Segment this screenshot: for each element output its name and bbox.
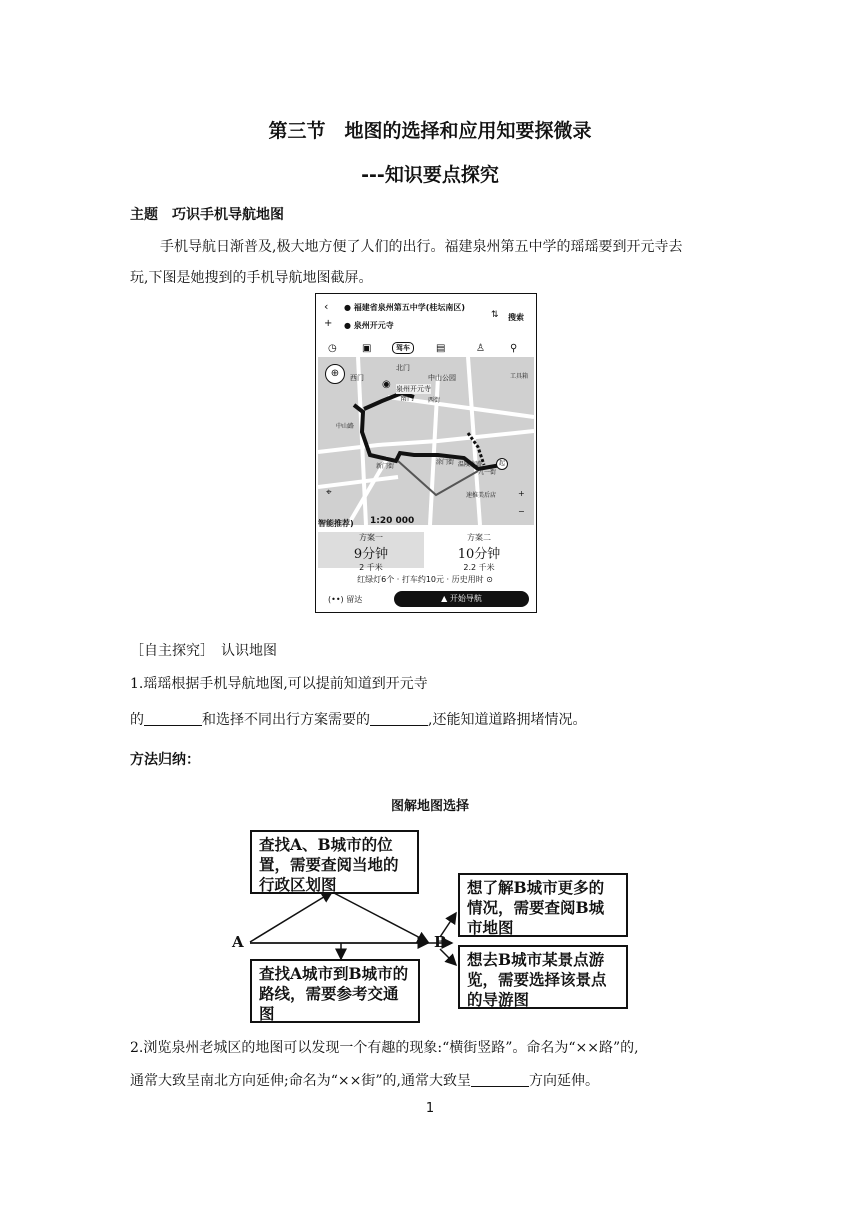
method-heading: 方法归纳： — [130, 752, 200, 768]
q1-text-b: 和选择不同出行方案需要的 — [202, 712, 370, 728]
figure-title: 图解地图选择 — [390, 799, 469, 814]
self-study-heading: ［自主探究］ 认识地图 — [130, 643, 277, 659]
map-label-wenling-road: 温陵南路 — [458, 461, 483, 468]
box-tour-map: 想去B城市某景点游览，需要选择该景点的导游图 — [458, 945, 628, 1009]
question-1-line-2 — [130, 705, 730, 735]
city-b-label: B — [434, 933, 447, 951]
walk-icon: ♙ — [476, 343, 485, 354]
temple-marker-icon: ◉ — [382, 379, 391, 390]
map-label-south-gate: 南门 — [400, 394, 414, 402]
map-label-jiuyi-street: 九一街 — [478, 469, 497, 476]
plan-two-distance: 2.2 千米 — [463, 563, 495, 572]
map-selection-flowchart — [228, 825, 628, 1023]
plan-one — [318, 532, 424, 572]
smart-recommend: 智能推荐) — [318, 519, 354, 528]
box-admin-map: 查找A、B城市的位置，需要查阅当地的行政区划图 — [250, 830, 419, 894]
map-scale: 1:20 000 — [370, 516, 415, 526]
plan-two-name: 方案二 — [467, 533, 491, 542]
locate-icon: ⌖ — [326, 487, 332, 498]
chevron-left-icon: ‹ — [324, 300, 329, 313]
map-label-zhongshan-park: 中山公园 — [428, 374, 456, 382]
map-label-tumen-street: 涂门街 — [436, 459, 455, 466]
tab-drive: 驾车 — [392, 342, 414, 354]
arrive-button: (••) 留达 — [328, 595, 363, 604]
map-label-zhongshan-road: 中山路 — [336, 423, 355, 430]
bike-icon: ⚲ — [510, 343, 518, 354]
answer-blank-2[interactable] — [370, 711, 428, 726]
box-traffic-map: 查找A城市到B城市的路线，需要参考交通图 — [250, 959, 420, 1023]
map-start-marker: 起 — [496, 458, 508, 470]
swap-icon: ⇅ — [491, 310, 499, 320]
theme-heading: 主题 巧识手机导航地图 — [130, 207, 284, 223]
box-city-map: 想了解B城市更多的情况，需要查阅B城市地图 — [458, 873, 628, 937]
compass-icon: ⊕ — [325, 364, 345, 384]
map-label-north-gate: 北门 — [396, 364, 410, 372]
route-info: 红绿灯6个 · 打车约10元 · 历史用时 ⊙ — [357, 575, 493, 584]
map-label-xinmen-street: 新门街 — [376, 463, 395, 470]
q2-text-b: 方向延伸。 — [528, 1073, 599, 1089]
city-a-label: A — [232, 933, 244, 951]
plan-one-name: 方案一 — [359, 533, 383, 542]
zoom-in-button: + — [518, 489, 525, 498]
map-label-west-gate: 西门 — [350, 374, 364, 382]
route-to: ● 泉州开元寺 — [344, 321, 394, 330]
clock-icon: ◷ — [328, 343, 337, 354]
map-label-toolbox: 工具箱 — [510, 373, 529, 380]
plan-one-time: 9分钟 — [353, 547, 389, 562]
zoom-out-button: − — [518, 507, 525, 516]
start-navigation-button: ▲ 开始导航 — [394, 591, 529, 607]
plan-one-distance: 2 千米 — [359, 563, 383, 572]
page-title: 第三节 地图的选择和应用知要探微录 — [268, 120, 592, 142]
answer-blank-3[interactable] — [471, 1072, 529, 1087]
page-number: 1 — [425, 1101, 435, 1116]
intro-line-1: 手机导航日渐普及,极大地方便了人们的出行。福建泉州第五中学的瑶瑶要到开元寺去 — [160, 239, 683, 255]
route-from: ● 福建省泉州第五中学(桂坛南区) — [344, 303, 466, 312]
intro-line-2: 玩,下图是她搜到的手机导航地图截屏。 — [130, 270, 373, 286]
question-2-line-2 — [130, 1066, 730, 1096]
question-2-line-1: 2.浏览泉州老城区的地图可以发现一个有趣的现象:“横街竖路”。命名为“××路”的, — [130, 1040, 639, 1056]
q1-text-c: ,还能知道道路拥堵情况。 — [428, 712, 587, 728]
question-1-line-1: 1.瑶瑶根据手机导航地图,可以提前知道到开元寺 — [130, 676, 428, 692]
plan-two — [426, 532, 532, 572]
answer-blank-1[interactable] — [144, 711, 202, 726]
map-label-temple: 泉州开元寺 — [396, 385, 431, 393]
q1-text-a: 的 — [130, 712, 144, 728]
q2-text-a: 通常大致呈南北方向延伸;命名为“××街”的,通常大致呈 — [130, 1073, 471, 1089]
navigation-map — [318, 357, 534, 525]
plan-two-time: 10分钟 — [457, 547, 501, 562]
page-subtitle: ---知识要点探究 — [361, 164, 499, 186]
add-stop-icon: + — [324, 318, 333, 329]
map-label-delivery: 速推美后店 — [466, 492, 497, 499]
search-button: 搜索 — [508, 313, 524, 322]
map-label-west-street: 西街 — [428, 397, 441, 404]
phone-navigation-screenshot — [315, 293, 537, 613]
taxi-icon: ▣ — [362, 343, 372, 354]
bus-icon: ▤ — [436, 343, 446, 354]
